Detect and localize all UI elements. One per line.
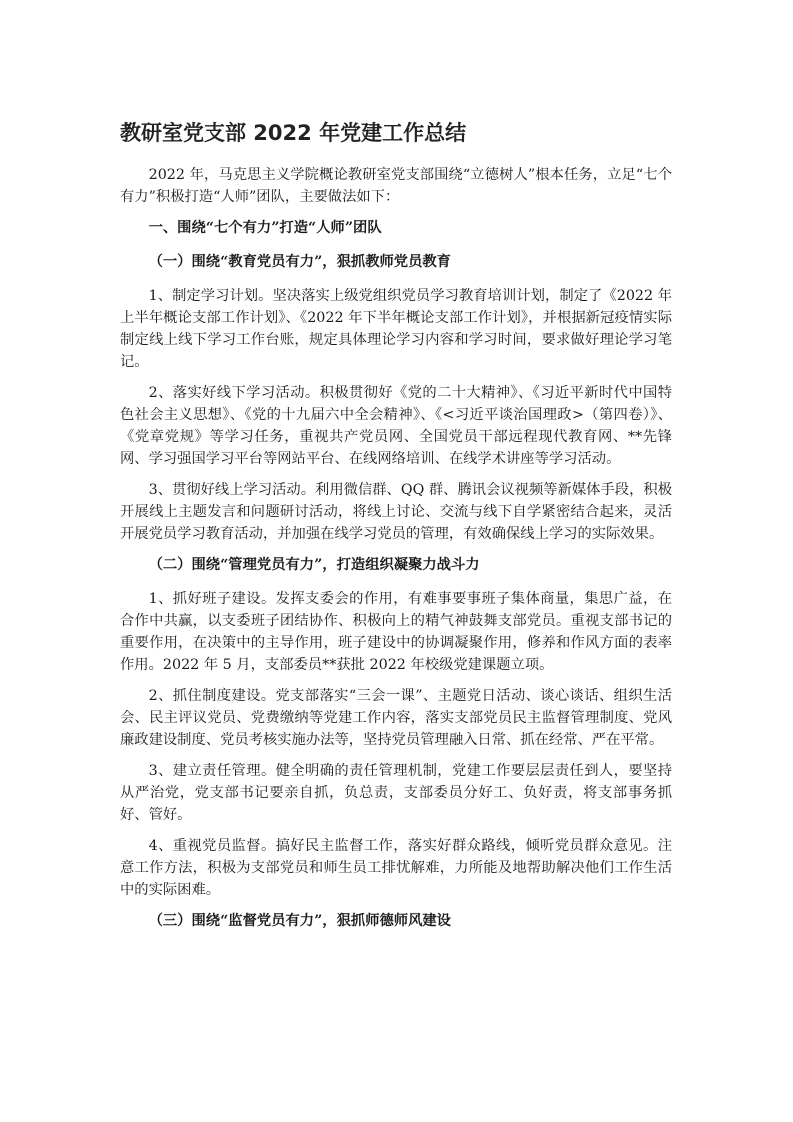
body-paragraph: 3、建立责任管理。健全明确的责任管理机制，党建工作要层层责任到人，要坚持从严治党，党支部书记要亲自抓，负总责，支部委员分好工、负好责，将支部事务抓好、管好。 <box>120 763 672 823</box>
body-paragraph: 2、落实好线下学习活动。积极贯彻好《党的二十大精神》、《习近平新时代中国特色社会主义思想》、《党的十九届六中全会精神》、《<习近平谈治国理政>（第四卷）》、《党章党规》等学习任务，重视共产党员网、全国党员干部远程现代教育网、**先锋网、学习强国学习平台等网站平台、在线网络培训、在线学术讲座等学习活动。 <box>120 385 672 467</box>
intro-paragraph: 2022 年，马克思主义学院概论教研室党支部围绕“立德树人”根本任务，立足“七个有力”积极打造“人师”团队，主要做法如下： <box>120 167 672 205</box>
body-paragraph: 4、重视党员监督。搞好民主监督工作，落实好群众路线，倾听党员群众意见。注意工作方法，积极为支部党员和师生员工排忧解难，力所能及地帮助解决他们工作生活中的实际困难。 <box>120 838 672 898</box>
section-heading-1: 一、围绕“七个有力”打造“人师”团队 <box>148 220 382 236</box>
body-paragraph: 2、抓住制度建设。党支部落实“三会一课”、主题党日活动、谈心谈话、组织生活会、民主评议党员、党费缴纳等党建工作内容，落实支部党员民主监督管理制度、党风廉政建设制度、党员考核实施办法等，坚持党员管理融入日常、抓在经常、严在平常。 <box>120 688 672 748</box>
body-paragraph: 1、抓好班子建设。发挥支委会的作用，有难事要事班子集体商量，集思广益，在合作中共赢，以支委班子团结协作、积极向上的精气神鼓舞支部党员。重视支部书记的重要作用，在决策中的主导作用，班子建设中的协调凝聚作用，修养和作风方面的表率作用。2022 年 5 月，支部委员**获批 2022 年校级党建课题立项。 <box>120 591 672 673</box>
subsection-heading-2: （二）围绕“管理党员有力”，打造组织凝聚力战斗力 <box>148 557 480 573</box>
document-body <box>120 118 672 944</box>
body-paragraph: 1、制定学习计划。坚决落实上级党组织党员学习教育培训计划，制定了《2022 年上半年概论支部工作计划》、《2022 年下半年概论支部工作计划》，并根据新冠疫情实际制定线上线下学习工作台账，规定具体理论学习内容和学习时间，要求做好理论学习笔记。 <box>120 288 672 370</box>
body-paragraph: 3、贯彻好线上学习活动。利用微信群、QQ 群、腾讯会议视频等新媒体手段，积极开展线上主题发言和问题研讨活动，将线上讨论、交流与线下自学紧密结合起来，灵活开展党员学习教育活动，并加强在线学习党员的管理，有效确保线上学习的实际效果。 <box>120 482 672 542</box>
subsection-heading-3: （三）围绕“监督党员有力”，狠抓师德师风建设 <box>148 913 451 929</box>
document-title: 教研室党支部 2022 年党建工作总结 <box>120 121 467 145</box>
subsection-heading-1: （一）围绕“教育党员有力”，狠抓教师党员教育 <box>148 254 451 270</box>
